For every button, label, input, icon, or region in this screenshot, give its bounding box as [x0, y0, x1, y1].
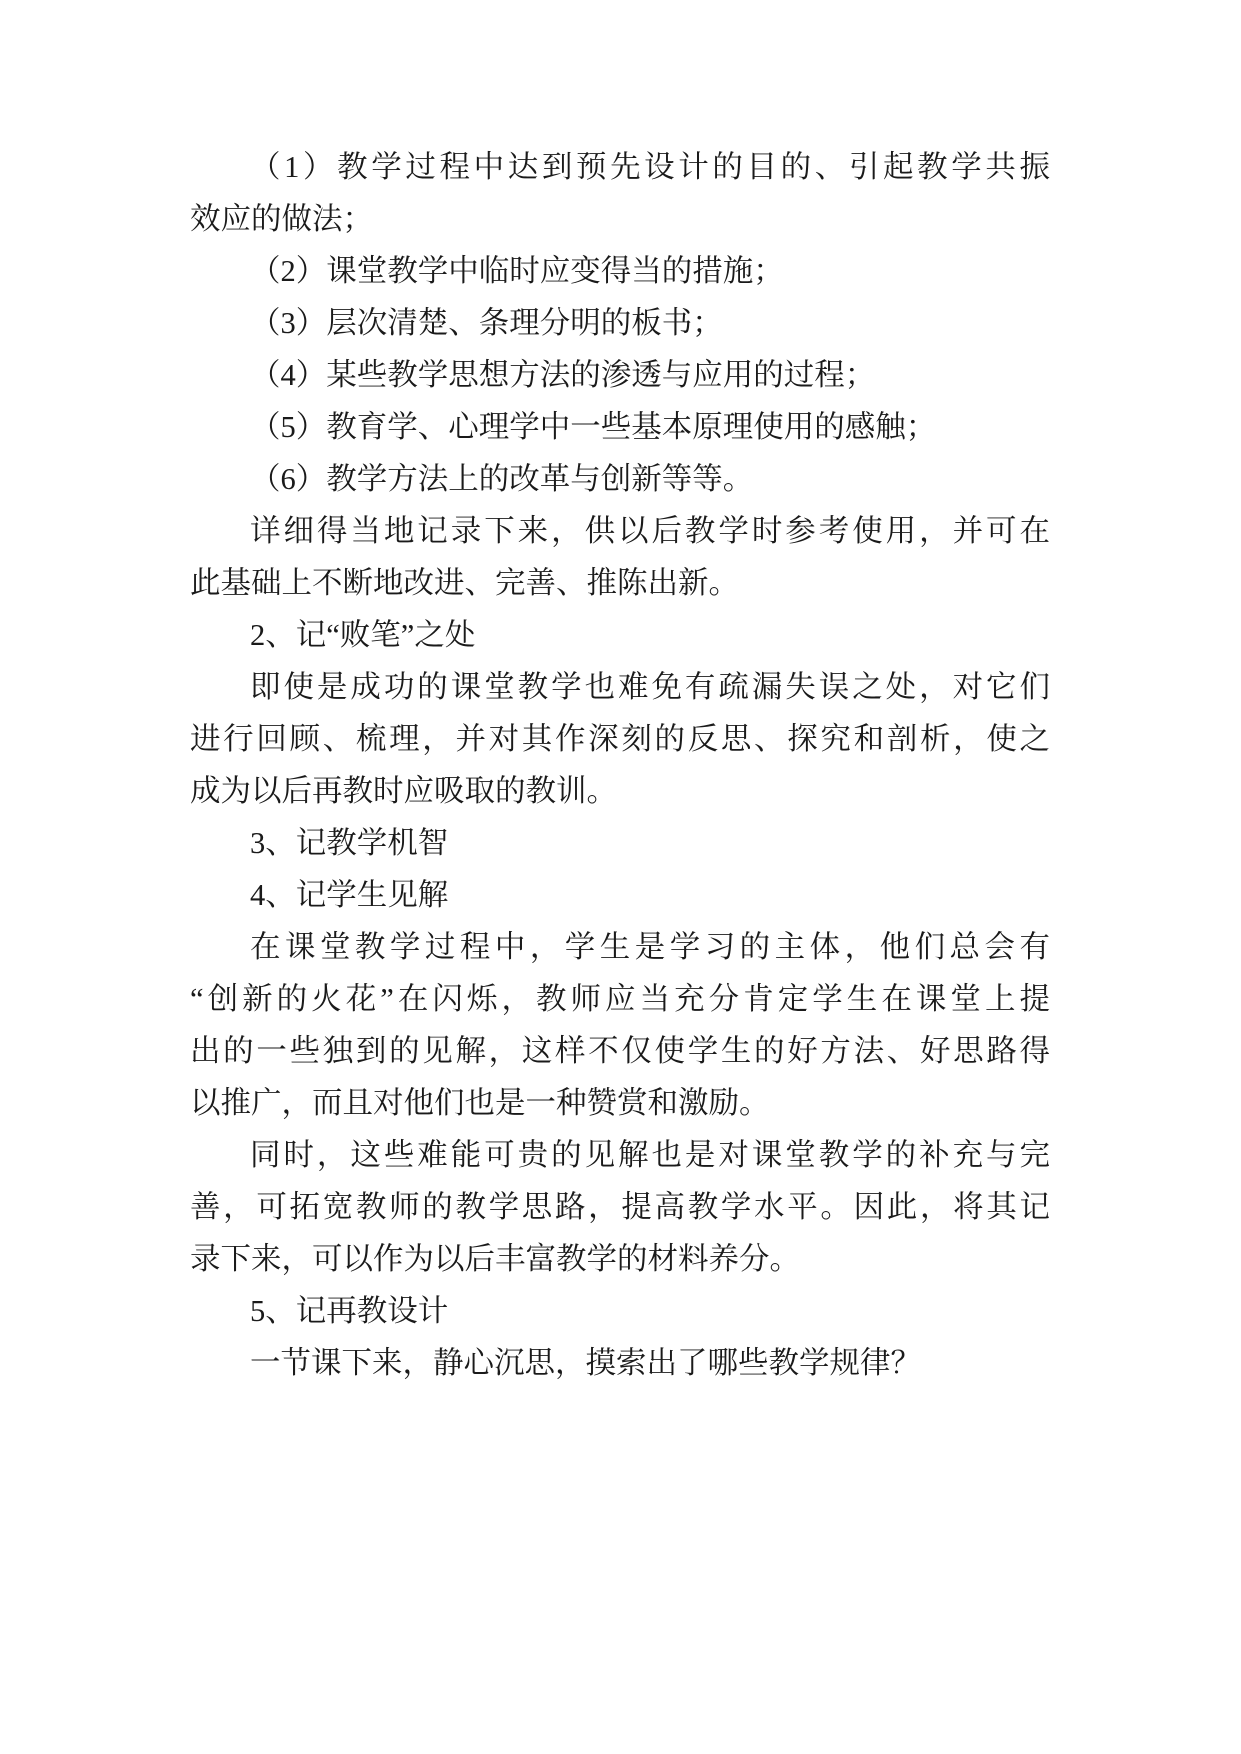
line-17: “创新的火花”在闪烁，教师应当充分肯定学生在课堂上提: [190, 982, 1050, 1016]
line-19: 以推广，而且对他们也是一种赞赏和激励。: [190, 1086, 770, 1120]
line-18: 出的一些独到的见解，这样不仅使学生的好方法、好思路得: [190, 1034, 1050, 1068]
heading-3: 3、记教学机智: [250, 826, 449, 860]
line-13: 成为以后再教时应吸取的教训。: [190, 774, 617, 808]
line-7: （6）教学方法上的改革与创新等等。: [250, 462, 754, 496]
line-5: （4）某些教学思想方法的渗透与应用的过程；: [250, 358, 876, 392]
line-9: 此基础上不断地改进、完善、推陈出新。: [190, 566, 739, 600]
line-6: （5）教育学、心理学中一些基本原理使用的感触；: [250, 410, 937, 444]
heading-4: 4、记学生见解: [250, 878, 449, 912]
line-1: （1）教学过程中达到预先设计的目的、引起教学共振: [250, 150, 1050, 184]
line-11: 即使是成功的课堂教学也难免有疏漏失误之处，对它们: [250, 670, 1050, 704]
line-12: 进行回顾、梳理，并对其作深刻的反思、探究和剖析，使之: [190, 722, 1050, 756]
line-24: 一节课下来，静心沉思，摸索出了哪些教学规律？: [250, 1346, 921, 1380]
line-8: 详细得当地记录下来，供以后教学时参考使用，并可在: [250, 514, 1050, 548]
line-21: 善，可拓宽教师的教学思路，提高教学水平。因此，将其记: [190, 1190, 1050, 1224]
line-20: 同时，这些难能可贵的见解也是对课堂教学的补充与完: [250, 1138, 1050, 1172]
line-22: 录下来，可以作为以后丰富教学的材料养分。: [190, 1242, 800, 1276]
line-3: （2）课堂教学中临时应变得当的措施；: [250, 254, 784, 288]
line-2: 效应的做法；: [190, 202, 373, 236]
heading-2: 2、记“败笔”之处: [250, 618, 476, 652]
heading-5: 5、记再教设计: [250, 1294, 449, 1328]
line-16: 在课堂教学过程中，学生是学习的主体，他们总会有: [250, 930, 1050, 964]
line-4: （3）层次清楚、条理分明的板书；: [250, 306, 723, 340]
